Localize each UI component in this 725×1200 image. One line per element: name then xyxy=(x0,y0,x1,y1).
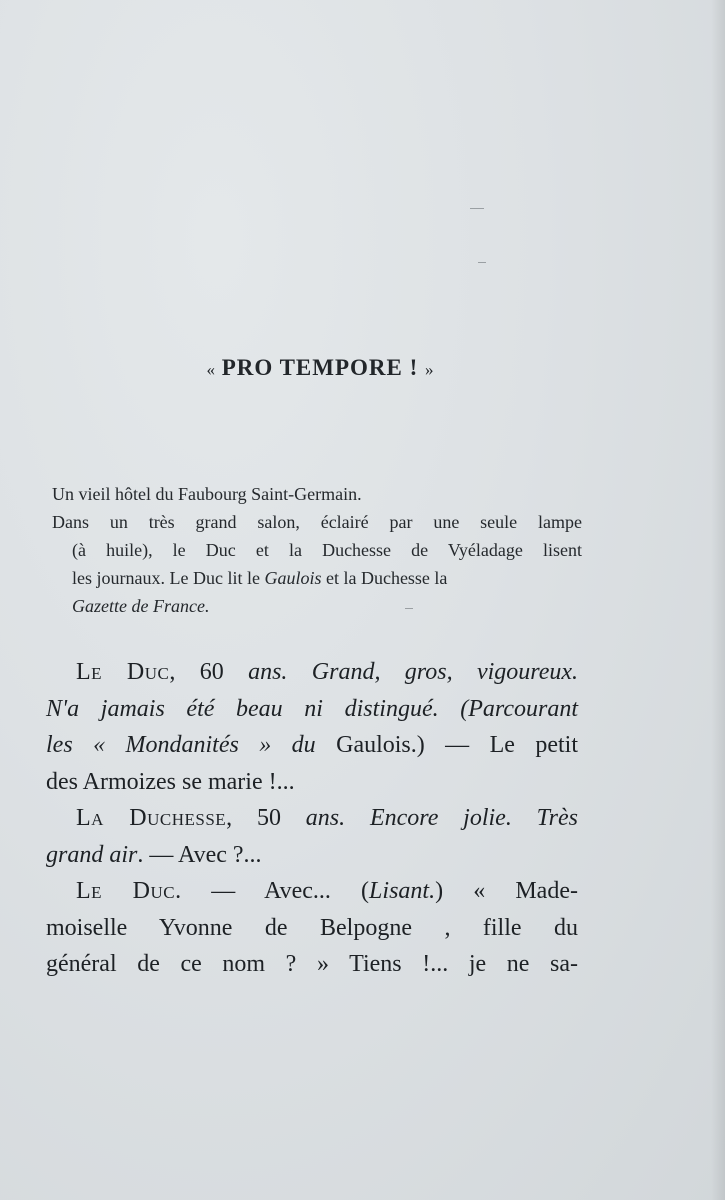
dialogue-italic: N'a jamais été beau ni distingué. (Parcourant xyxy=(46,695,578,722)
dialogue-italic: ans. Grand, gros, vigoureux. xyxy=(248,659,579,685)
speaker-name: Le Duc xyxy=(76,659,170,685)
stage-line: Dans un très grand salon, éclairé par une seule lampe xyxy=(52,512,582,532)
dialogue-line: moiselle Yvonne de Belpogne , fille du xyxy=(46,914,578,941)
dialogue-text: ) « Made- xyxy=(435,878,578,904)
stage-line: Un vieil hôtel du Faubourg Saint-Germain. xyxy=(52,484,362,504)
dialogue-italic: Lisant. xyxy=(369,878,436,904)
dialogue-text: , 50 xyxy=(226,805,306,831)
dialogue-italic: les « Mondanités » du xyxy=(46,732,337,758)
dialogue-text: . — Avec ?... xyxy=(137,841,262,868)
page-title xyxy=(0,355,640,381)
dialogue-line xyxy=(46,654,578,691)
paper-speck xyxy=(470,208,484,209)
dialogue-line xyxy=(46,691,578,728)
dialogue-line: général de ce nom ? » Tiens !... je ne sa- xyxy=(46,951,578,977)
dialogue-line xyxy=(46,873,578,910)
stage-italic: Gazette de France. xyxy=(72,596,210,616)
dialogue-text: . — Avec... ( xyxy=(175,878,370,904)
stage-text: les journaux. Le Duc lit le xyxy=(72,568,265,588)
title-text: PRO TEMPORE ! xyxy=(221,355,419,380)
dialogue-line xyxy=(46,800,578,837)
title-close-quote: » xyxy=(425,360,434,379)
dialogue-italic: grand air xyxy=(46,841,138,868)
speaker-name: Le Duc xyxy=(76,878,176,904)
dialogue-line xyxy=(46,837,578,874)
stage-line: (à huile), le Duc et la Duchesse de Vyéladage lisent xyxy=(72,540,582,560)
stage-line xyxy=(52,592,582,620)
speaker-name: La Duchesse xyxy=(76,805,227,831)
dialogue-line xyxy=(46,727,578,764)
dialogue-text: Gaulois.) — Le petit xyxy=(336,732,579,758)
stage-directions xyxy=(52,480,582,620)
dialogue-text: , 60 xyxy=(169,659,249,685)
stage-line xyxy=(52,564,582,592)
dialogue-text xyxy=(46,654,578,983)
dialogue-line: des Armoizes se marie !... xyxy=(46,768,295,795)
dialogue-italic: ans. Encore jolie. Très xyxy=(305,805,579,831)
stage-italic: Gaulois xyxy=(264,568,322,588)
title-open-quote: « xyxy=(206,360,215,379)
stage-text: et la Duchesse la xyxy=(321,568,448,588)
paper-speck xyxy=(478,262,486,263)
